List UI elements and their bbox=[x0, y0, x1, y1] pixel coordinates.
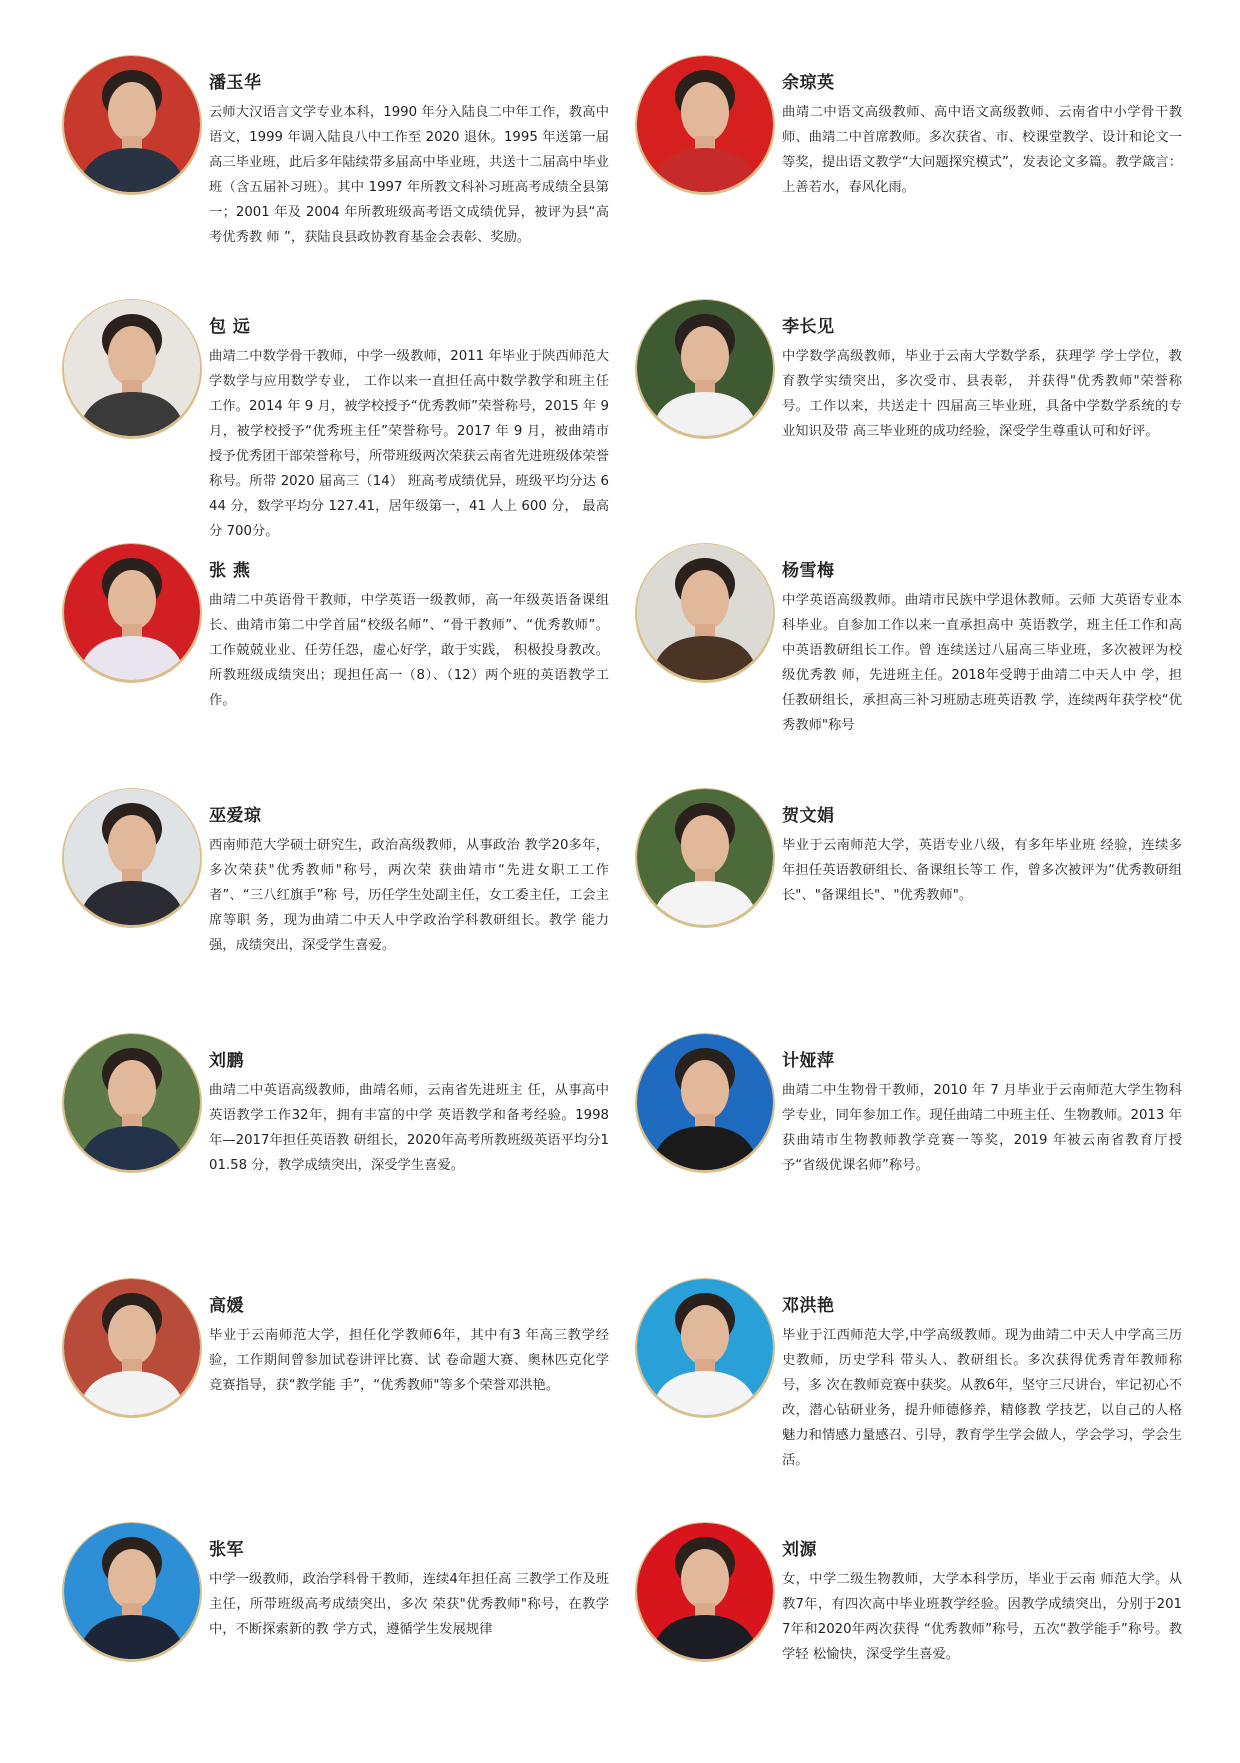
teacher-photo bbox=[64, 56, 200, 192]
teacher-photo bbox=[64, 789, 200, 925]
portrait-face bbox=[108, 815, 156, 875]
teacher-bio: 云师大汉语言文学专业本科，1990 年分入陆良二中年工作，教高中语文，1999 年调入陆良八中工作至 2020 退休。1995 年送第一届高三毕业班，此后多年陆续带多届高中毕业班，共送十二届高中毕业班（含五届补习班）。其中 1997 年所教文科补习班高考成绩全县第一；2001 年及 2004 年所教班级高考语文成绩优异，被评为县“高考优秀教 师 ”，获陆良县政协教育基金会表彰、奖励。 bbox=[209, 105, 609, 245]
portrait-graphic bbox=[637, 544, 773, 680]
teacher-card-14 bbox=[637, 1523, 1212, 1763]
portrait-graphic bbox=[637, 1523, 773, 1659]
teacher-bio: 曲靖二中语文高级教师、高中语文高级教师、云南省中小学骨干教师、曲靖二中首席教师。多次获省、市、校课堂教学、设计和论文一等奖，提出语文教学“大问题探究模式”，发表论文多篇。教学箴言：上善若水，春风化雨。 bbox=[782, 105, 1182, 195]
portrait-face bbox=[681, 570, 729, 630]
teacher-name: 刘源 bbox=[782, 1540, 817, 1560]
teacher-bio: 毕业于江西师范大学,中学高级教师。现为曲靖二中天人中学高三历史教师，历史学科 带头人、教研组长。多次获得优秀青年教师称号，多 次在教师竞赛中获奖。从教6年，坚守三尺讲台，牢记初心不改，潜心钻研业务，提升师德修养，精修教 学技艺，以自己的人格魅力和情感力量感召、引导，教育学生学会做人，学会学习，学会生活。 bbox=[782, 1328, 1182, 1468]
teacher-name: 杨雪梅 bbox=[782, 561, 835, 581]
teacher-name: 巫爱琼 bbox=[209, 806, 262, 826]
teacher-photo bbox=[64, 1034, 200, 1170]
teacher-bio: 曲靖二中生物骨干教师，2010 年 7 月毕业于云南师范大学生物科学专业，同年参加工作。现任曲靖二中班主任、生物教师。2013 年获曲靖市生物教师教学竞赛一等奖，2019 年被云南省教育厅授予“省级优课名师”称号。 bbox=[782, 1083, 1182, 1173]
portrait-face bbox=[681, 1060, 729, 1120]
teacher-card-10 bbox=[637, 1034, 1212, 1274]
teacher-name: 刘鹏 bbox=[209, 1051, 244, 1071]
teacher-bio: 毕业于云南师范大学，英语专业八级，有多年毕业班 经验，连续多年担任英语教研组长、备课组长等工 作，曾多次被评为“优秀教研组长"、"备课组长"、"优秀教师"。 bbox=[782, 838, 1182, 903]
teacher-card-1 bbox=[64, 56, 639, 296]
teacher-photo bbox=[64, 544, 200, 680]
teacher-photo bbox=[637, 1523, 773, 1659]
teacher-bio: 中学一级教师，政治学科骨干教师，连续4年担任高 三教学工作及班主任，所带班级高考成绩突出，多次 荣获"优秀教师"称号，在教学中，不断探索新的教 学方式，遵循学生发展规律 bbox=[209, 1572, 609, 1637]
portrait-face bbox=[108, 1549, 156, 1609]
portrait-face bbox=[681, 1549, 729, 1609]
teacher-bio: 女，中学二级生物教师，大学本科学历，毕业于云南 师范大学。从教7年，有四次高中毕业班教学经验。因教学成绩突出，分别于2017年和2020年两次获得 “优秀教师”称号，五次“教学能手”称号。教学轻 松愉快，深受学生喜爱。 bbox=[782, 1572, 1182, 1662]
portrait-face bbox=[108, 82, 156, 142]
teacher-photo bbox=[637, 300, 773, 436]
teacher-name: 贺文娟 bbox=[782, 806, 835, 826]
teacher-bio: 曲靖二中英语骨干教师，中学英语一级教师，高一年级英语备课组长、曲靖市第二中学首届“校级名师”、“骨干教师”、“优秀教师”。工作兢兢业业、任劳任怨，虚心好学，敢于实践， 积极投身教改。所教班级成绩突出；现担任高一（8）、（12）两个班的英语教学工作。 bbox=[209, 593, 609, 708]
teacher-bio: 曲靖二中英语高级教师，曲靖名师，云南省先进班主 任，从事高中英语教学工作32年，拥有丰富的中学 英语教学和备考经验。1998年—2017年担任英语教 研组长，2020年高考所教班级英语平均分101.58 分，教学成绩突出，深受学生喜爱。 bbox=[209, 1083, 609, 1173]
portrait-face bbox=[108, 570, 156, 630]
teacher-card-7 bbox=[64, 789, 639, 1029]
teacher-card-13 bbox=[64, 1523, 639, 1763]
teacher-bio: 中学英语高级教师。曲靖市民族中学退休教师。云师 大英语专业本科毕业。自参加工作以来一直承担高中 英语教学，班主任工作和高中英语教研组长工作。曾 连续送过八届高三毕业班，多次被评为校级优秀教 师，先进班主任。2018年受聘于曲靖二中天人中 学，担任教研组长，承担高三补习班励志班英语教 学，连续两年获学校“优秀教师"称号 bbox=[782, 593, 1182, 733]
teacher-name: 余琼英 bbox=[782, 73, 835, 93]
teacher-card-3 bbox=[64, 300, 639, 540]
portrait-face bbox=[681, 815, 729, 875]
portrait-graphic bbox=[64, 1279, 200, 1415]
teacher-photo bbox=[64, 300, 200, 436]
teacher-photo bbox=[637, 789, 773, 925]
teacher-name: 潘玉华 bbox=[209, 73, 262, 93]
teacher-name: 邓洪艳 bbox=[782, 1296, 835, 1316]
teacher-name: 李长见 bbox=[782, 317, 835, 337]
portrait-graphic bbox=[64, 1034, 200, 1170]
portrait-face bbox=[681, 1305, 729, 1365]
teacher-name: 张军 bbox=[209, 1540, 244, 1560]
portrait-graphic bbox=[64, 56, 200, 192]
teacher-card-11 bbox=[64, 1279, 639, 1519]
portrait-graphic bbox=[637, 1034, 773, 1170]
teacher-photo bbox=[64, 1279, 200, 1415]
portrait-graphic bbox=[64, 544, 200, 680]
teacher-card-9 bbox=[64, 1034, 639, 1274]
teacher-bio: 毕业于云南师范大学，担任化学教师6年，其中有3 年高三教学经验，工作期间曾参加试卷讲评比赛、试 卷命题大赛、奥林匹克化学竞赛指导，获“教学能 手”，“优秀教师"等多个荣誉邓洪艳。 bbox=[209, 1328, 609, 1393]
teacher-name: 张 燕 bbox=[209, 561, 251, 581]
teacher-card-2 bbox=[637, 56, 1212, 296]
portrait-graphic bbox=[637, 300, 773, 436]
teacher-card-6 bbox=[637, 544, 1212, 784]
teacher-card-12 bbox=[637, 1279, 1212, 1519]
portrait-graphic bbox=[64, 1523, 200, 1659]
teacher-name: 计娅萍 bbox=[782, 1051, 835, 1071]
portrait-face bbox=[108, 1060, 156, 1120]
teacher-bio: 西南师范大学硕士研究生，政治高级教师，从事政治 教学20多年，多次荣获"优秀教师"称号，两次荣 获曲靖市“先进女职工工作者”、“三八红旗手”称 号，历任学生处副主任，女工委主任，工会主席等职 务，现为曲靖二中天人中学政治学科教研组长。教学 能力强，成绩突出，深受学生喜爱。 bbox=[209, 838, 609, 953]
portrait-graphic bbox=[637, 56, 773, 192]
portrait-graphic bbox=[637, 789, 773, 925]
teacher-photo bbox=[637, 56, 773, 192]
teacher-card-8 bbox=[637, 789, 1212, 1029]
teacher-photo bbox=[637, 1279, 773, 1415]
teacher-photo bbox=[637, 1034, 773, 1170]
teacher-bio: 中学数学高级教师，毕业于云南大学数学系，获理学 学士学位，教育教学实绩突出，多次受市、县表彰， 并获得"优秀教师"荣誉称号。工作以来，共送走十 四届高三毕业班，具备中学数学系统的专业知识及带 高三毕业班的成功经验，深受学生尊重认可和好评。 bbox=[782, 349, 1182, 439]
teacher-photo bbox=[637, 544, 773, 680]
portrait-graphic bbox=[637, 1279, 773, 1415]
teacher-name: 高媛 bbox=[209, 1296, 244, 1316]
teacher-card-5 bbox=[64, 544, 639, 784]
portrait-graphic bbox=[64, 300, 200, 436]
teacher-bio: 曲靖二中数学骨干教师，中学一级教师，2011 年毕业于陕西师范大学数学与应用数学专业， 工作以来一直担任高中数学教学和班主任工作。2014 年 9 月，被学校授予“优秀教师”荣誉称号，2015 年 9 月，被学校授予“优秀班主任”荣誉称号。2017 年 9 月，被曲靖市授予优秀团干部荣誉称号，所带班级两次荣获云南省先进班级体荣誉称号。所带 2020 届高三（14） 班高考成绩优异，班级平均分达 644 分，数学平均分 127.41，居年级第一，41 人上 600 分， 最高分 700分。 bbox=[209, 349, 609, 539]
portrait-face bbox=[681, 326, 729, 386]
portrait-face bbox=[108, 326, 156, 386]
teacher-name: 包 远 bbox=[209, 317, 251, 337]
portrait-face bbox=[681, 82, 729, 142]
portrait-graphic bbox=[64, 789, 200, 925]
teacher-photo bbox=[64, 1523, 200, 1659]
portrait-face bbox=[108, 1305, 156, 1365]
teacher-card-4 bbox=[637, 300, 1212, 540]
